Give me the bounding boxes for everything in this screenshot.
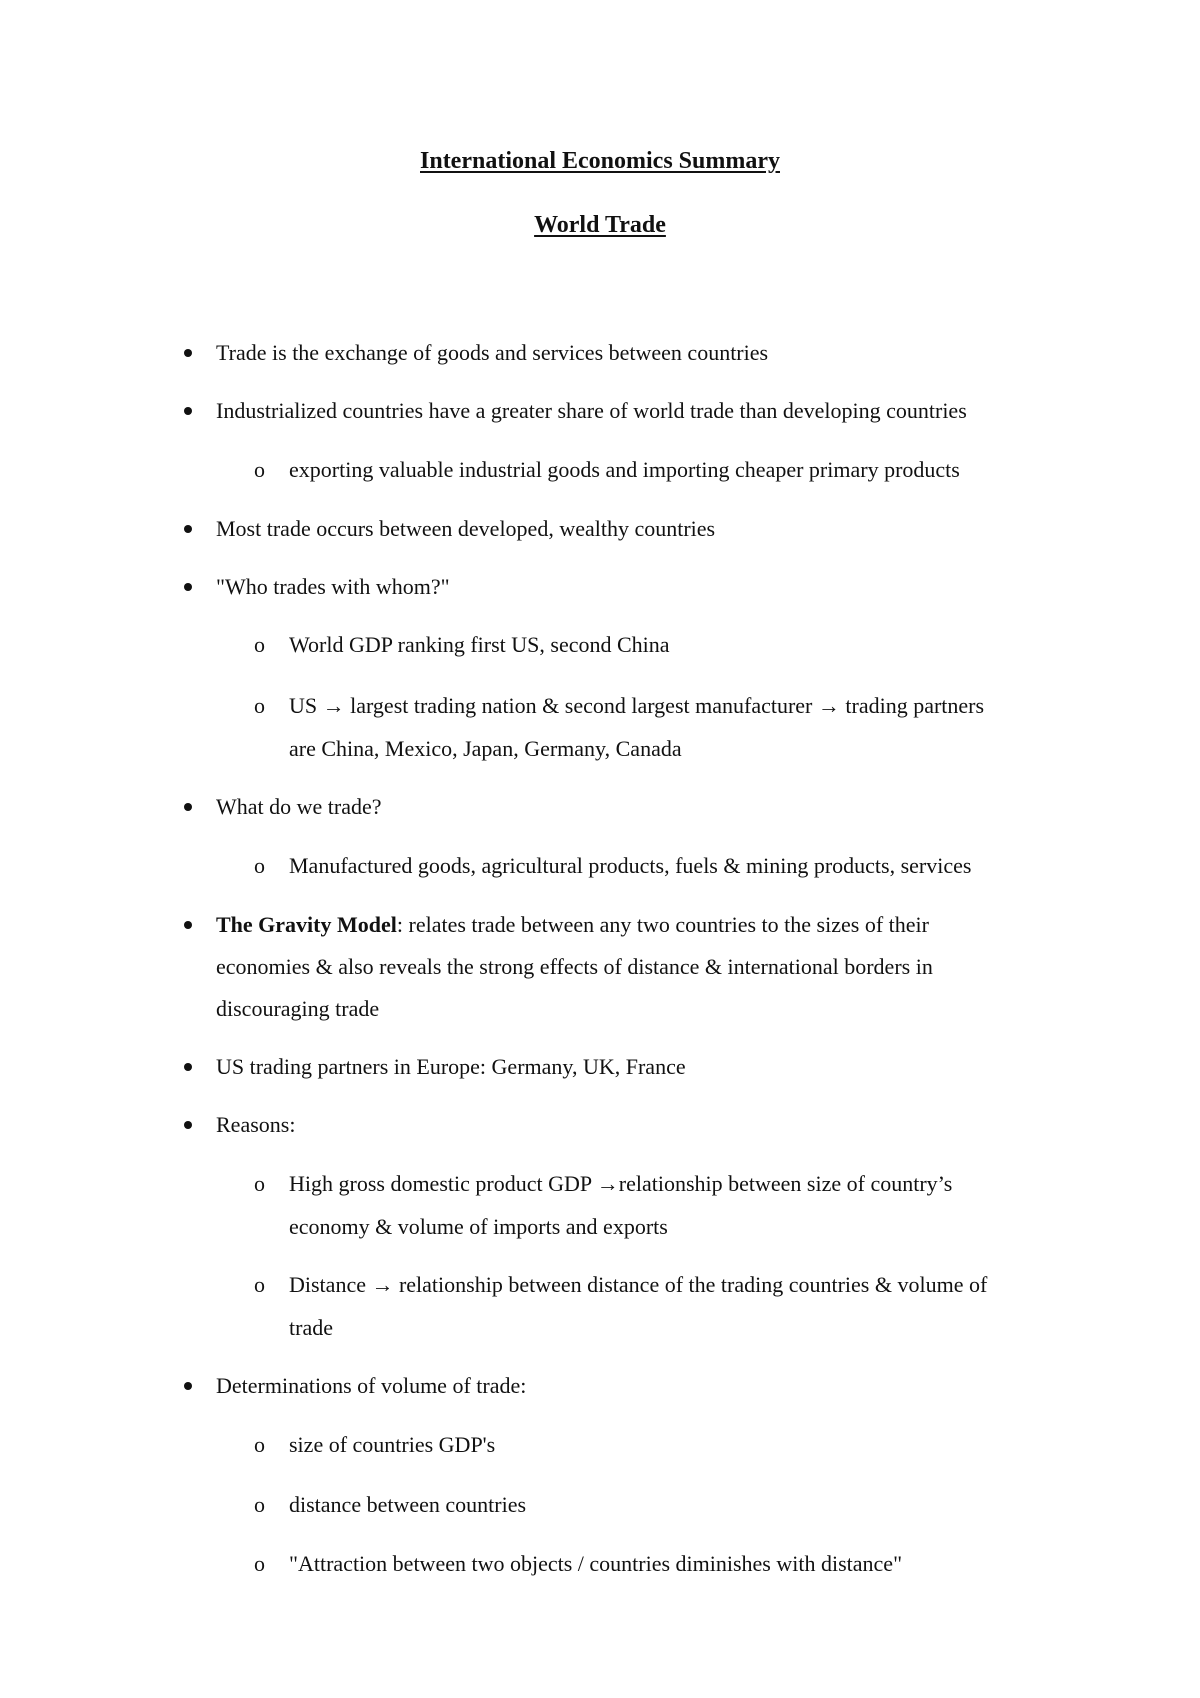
list-item: Industrialized countries have a greater share of world trade than developing countries (216, 398, 967, 423)
bullet-dot (184, 803, 192, 811)
sub-bullet-marker: o (254, 457, 265, 482)
list-item: US trading partners in Europe: Germany, UK, France (216, 1054, 686, 1079)
sub-list-item: exporting valuable industrial goods and importing cheaper primary products (289, 457, 960, 482)
sub-list-item-continuation: trade (289, 1315, 333, 1340)
list-item-continuation: economies & also reveals the strong effects of distance & international borders in (216, 954, 933, 979)
bullet-dot (184, 525, 192, 533)
term-gravity-model: The Gravity Model (216, 912, 397, 937)
list-item: Determinations of volume of trade: (216, 1373, 527, 1398)
list-item (216, 911, 929, 939)
bullet-dot (184, 1063, 192, 1071)
list-item: What do we trade? (216, 794, 382, 819)
sub-list-item: Distance → relationship between distance of the trading countries & volume of (289, 1272, 988, 1297)
list-item: Reasons: (216, 1112, 296, 1137)
sub-list-item: World GDP ranking first US, second China (289, 632, 670, 657)
bullet-dot (184, 349, 192, 357)
list-item: Trade is the exchange of goods and services between countries (216, 340, 769, 365)
sub-list-item: distance between countries (289, 1492, 527, 1517)
list-item: "Who trades with whom?" (216, 574, 450, 599)
bullet-dot (184, 921, 192, 929)
sub-bullet-marker: o (254, 693, 265, 718)
sub-bullet-marker: o (254, 1551, 265, 1576)
list-item: Most trade occurs between developed, wealthy countries (216, 516, 716, 541)
sub-bullet-marker: o (254, 1171, 265, 1196)
sub-list-item-continuation: are China, Mexico, Japan, Germany, Canada (289, 736, 682, 761)
sub-list-item: High gross domestic product GDP →relationship between size of country’s (289, 1171, 953, 1196)
bullet-dot (184, 1121, 192, 1129)
sub-bullet-marker: o (254, 853, 265, 878)
bullet-dot (184, 1382, 192, 1390)
sub-list-item: "Attraction between two objects / countries diminishes with distance" (289, 1551, 903, 1576)
sub-bullet-marker: o (254, 1432, 265, 1457)
list-item-text: : relates trade between any two countries to the sizes of their (396, 912, 929, 937)
list-item-continuation: discouraging trade (216, 996, 380, 1021)
sub-list-item: size of countries GDP's (289, 1432, 496, 1457)
sub-list-item-continuation: economy & volume of imports and exports (289, 1214, 668, 1239)
document-title: International Economics Summary (420, 148, 780, 174)
section-title: World Trade (534, 212, 666, 238)
bullet-dot (184, 407, 192, 415)
sub-bullet-marker: o (254, 1272, 265, 1297)
sub-list-item: US → largest trading nation & second largest manufacturer → trading partners (289, 693, 985, 718)
sub-list-item: Manufactured goods, agricultural products, fuels & mining products, services (289, 853, 972, 878)
bullet-dot (184, 583, 192, 591)
sub-bullet-marker: o (254, 1492, 265, 1517)
sub-bullet-marker: o (254, 632, 265, 657)
